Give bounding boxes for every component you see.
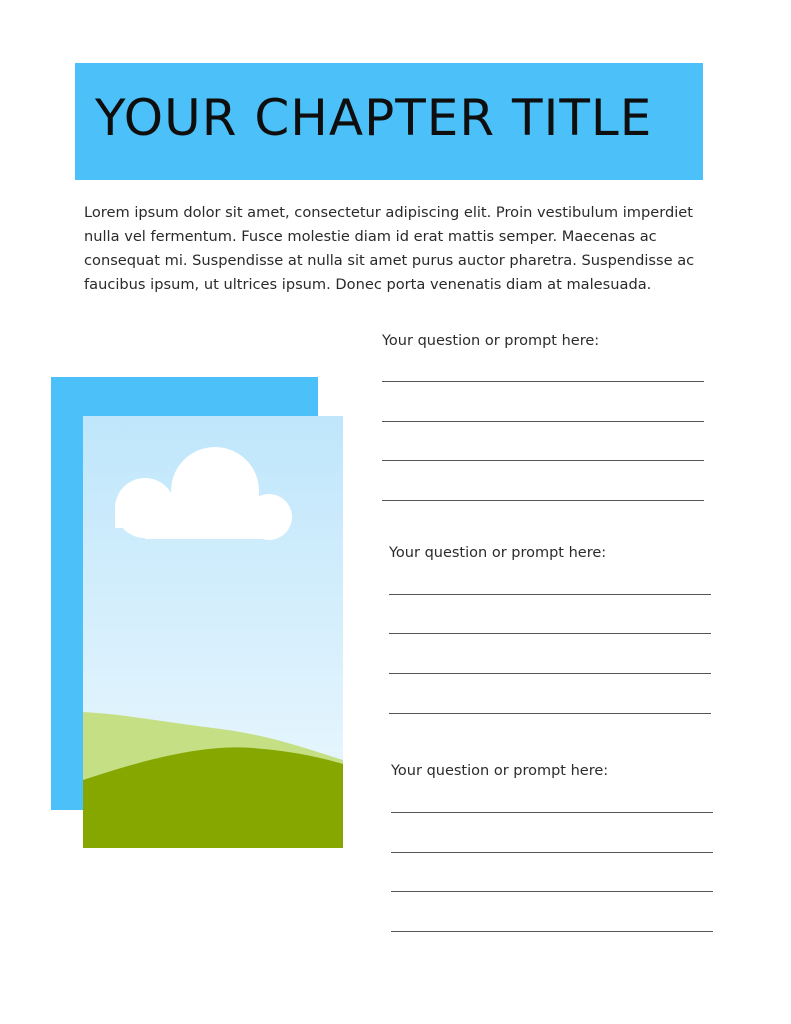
answer-line[interactable] [382,381,704,382]
answer-line[interactable] [389,594,711,595]
prompt-label-3: Your question or prompt here: [391,763,609,779]
prompt-label-2: Your question or prompt here: [389,545,607,561]
answer-line[interactable] [382,421,704,422]
answer-line[interactable] [391,931,713,932]
answer-line[interactable] [389,673,711,674]
title-banner [75,63,703,180]
prompt-block-1 [382,331,704,503]
landscape-illustration [83,416,343,848]
answer-line[interactable] [382,500,704,501]
answer-line[interactable] [391,852,713,853]
intro-paragraph: Lorem ipsum dolor sit amet, consectetur adipiscing elit. Proin vestibulum imperdiet nulla vel fermentum. Fusce molestie diam id erat mattis semper. Maecenas ac consequat mi. Suspendisse at nulla sit amet purus auctor pharetra. Suspendisse ac faucibus ipsum, ut ultrices ipsum. Donec porta venenatis diam at malesuada. [84,204,695,293]
answer-line[interactable] [389,713,711,714]
prompt-label-1: Your question or prompt here: [382,333,600,349]
prompt-block-3 [391,761,713,933]
answer-line[interactable] [382,460,704,461]
answer-line[interactable] [391,891,713,892]
answer-line[interactable] [389,633,711,634]
answer-line[interactable] [391,812,713,813]
prompt-block-2 [389,543,711,715]
chapter-title: YOUR CHAPTER TITLE [95,89,653,147]
